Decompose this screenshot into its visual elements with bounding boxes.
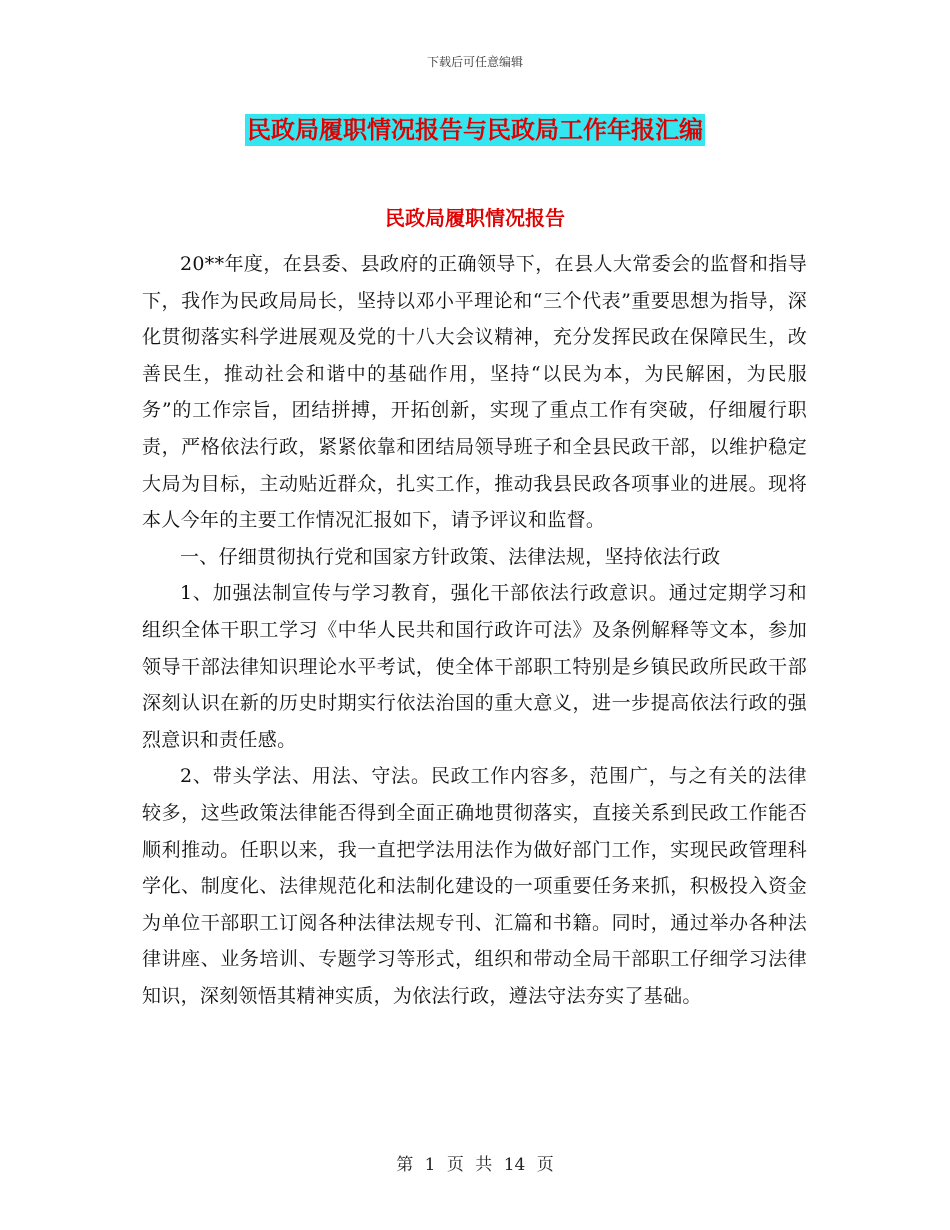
document-body [142,246,807,1014]
paragraph-intro: 20**年度，在县委、县政府的正确领导下，在县人大常委会的监督和指导下，我作为民政局局长，坚持以邓小平理论和“三个代表”重要思想为指导，深化贯彻落实科学进展观及党的十八大会议精神，充分发挥民政在保障民生，改善民生，推动社会和谐中的基础作用，坚持“以民为本，为民解困，为民服务”的工作宗旨，团结拼搏，开拓创新，实现了重点工作有突破，仔细履行职责，严格依法行政，紧紧依靠和团结局领导班子和全县民政干部，以维护稳定大局为目标，主动贴近群众，扎实工作，推动我县民政各项事业的进展。现将本人今年的主要工作情况汇报如下，请予评议和监督。 [142,253,807,532]
paragraph-heading-1: 一、仔细贯彻执行党和国家方针政策、法律法规，坚持依法行政 [180,545,721,568]
paragraph-item-1: 1、加强法制宣传与学习教育，强化干部依法行政意识。通过定期学习和组织全体干职工学习《中华人民共和国行政许可法》及条例解释等文本，参加领导干部法律知识理论水平考试，使全体干部职工特别是乡镇民政所民政干部深刻认识在新的历史时期实行依法治国的重大意义，进一步提高依法行政的强烈意识和责任感。 [142,582,807,751]
document-title [0,110,950,145]
header-note: 下载后可任意编辑 [426,55,523,69]
paragraph-item-2: 2、带头学法、用法、守法。民政工作内容多，范围广，与之有关的法律较多，这些政策法律能否得到全面正确地贯彻落实，直接关系到民政工作能否顺利推动。任职以来，我一直把学法用法作为做好部门工作，实现民政管理科学化、制度化、法律规范化和法制化建设的一项重要任务来抓，积极投入资金为单位干部职工订阅各种法律法规专刊、汇篇和书籍。同时，通过举办各种法律讲座、业务培训、专题学习等形式，组织和带动全局干部职工仔细学习法律知识，深刻领悟其精神实质，为依法行政，遵法守法夯实了基础。 [142,765,807,1007]
document-title-text: 民政局履职情况报告与民政局工作年报汇编 [247,116,703,144]
page-footer: 第 1 页 共 14 页 [396,1155,554,1175]
section-title: 民政局履职情况报告 [385,206,565,230]
